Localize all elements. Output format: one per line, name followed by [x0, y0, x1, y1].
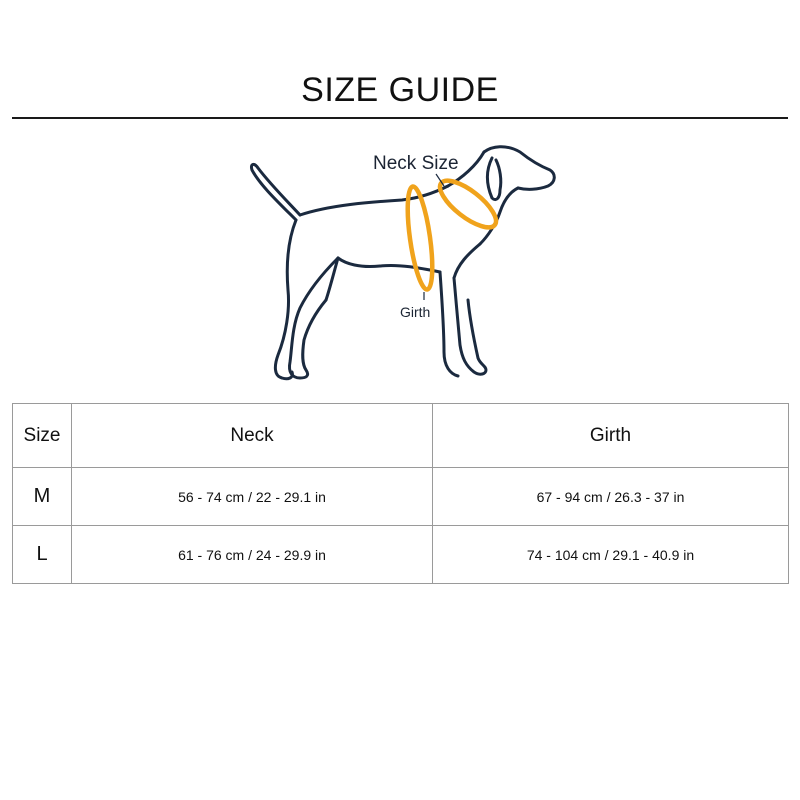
neck-measure-loop: [433, 173, 503, 235]
dog-outline: [251, 147, 554, 379]
table-row: [13, 526, 789, 584]
size-table: [12, 403, 789, 584]
girth-cell: 67 - 94 cm / 26.3 - 37 in: [433, 468, 789, 526]
table-header-row: [13, 404, 789, 468]
neck-cell: 56 - 74 cm / 22 - 29.1 in: [72, 468, 433, 526]
girth-label: Girth: [400, 304, 431, 320]
page-title: SIZE GUIDE: [301, 70, 499, 109]
neck-cell: 61 - 76 cm / 24 - 29.9 in: [72, 526, 433, 584]
girth-measure-loop: [403, 185, 437, 291]
dog-illustration: [230, 140, 570, 390]
dog-measurement-diagram: [230, 140, 570, 390]
column-header-girth: Girth: [433, 404, 789, 468]
girth-cell: 74 - 104 cm / 29.1 - 40.9 in: [433, 526, 789, 584]
table-row: [13, 468, 789, 526]
column-header-size: Size: [13, 404, 72, 468]
column-header-neck: Neck: [72, 404, 433, 468]
neck-size-label: Neck Size: [373, 153, 459, 174]
size-cell: L: [13, 526, 72, 584]
size-cell: M: [13, 468, 72, 526]
title-divider: [12, 117, 788, 119]
